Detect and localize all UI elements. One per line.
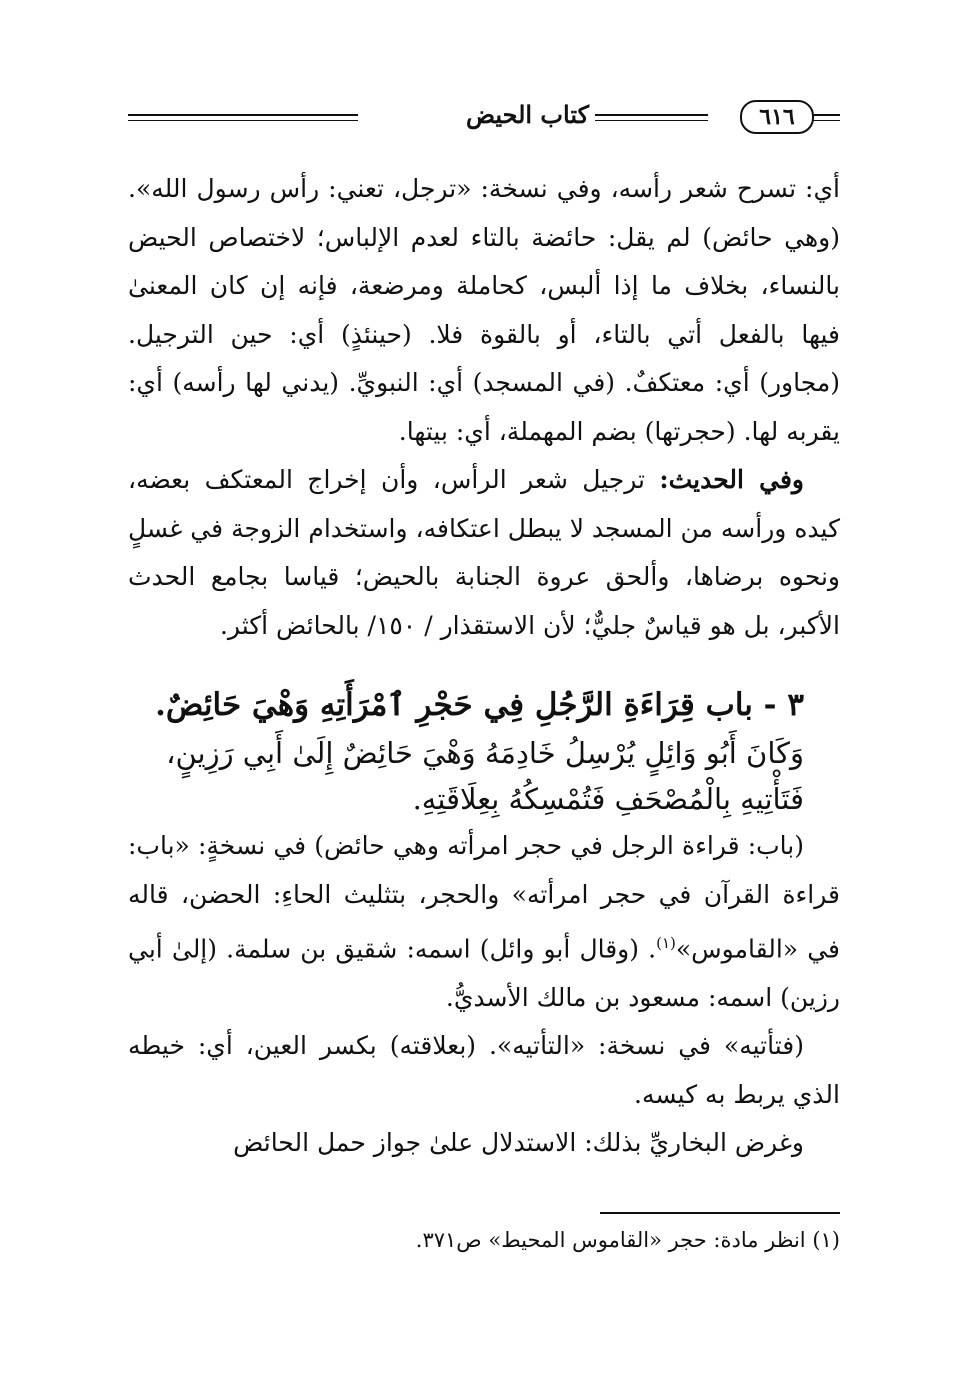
chapter-title: ٣ - باب قِرَاءَةِ الرَّجُلِ فِي حَجْرِ ٱمْرَأَتِهِ وَهْيَ حَائِضٌ. — [155, 687, 804, 723]
hadith-lead: وفي الحديث: — [659, 465, 804, 494]
footnote-separator — [600, 1212, 840, 1214]
chapter-section — [128, 680, 840, 822]
commentary-text-cont: . (وقال أبو وائل) اسمه: شقيق بن سلمة. (إلىٰ أبي رزين) اسمه: مسعود بن مالك الأسديُّ. — [128, 934, 840, 1012]
commentary-paragraph-3: وغرض البخاريِّ بذلك: الاستدلال علىٰ جواز حمل الحائض — [233, 1128, 804, 1158]
commentary-paragraph-2: (فتأتيه» في نسخة: «التأتيه». (بعلاقته) بكسر العين، أي: خيطه الذي يربط به كيسه. — [128, 1031, 840, 1109]
page-body — [128, 165, 840, 1168]
commentary-paragraph: أي: تسرح شعر رأسه، وفي نسخة: «ترجل، تعني: رأس رسول الله». (وهي حائض) لم يقل: حائضة بالتاء لعدم الإلباس؛ لاختصاص الحيض بالنساء، بخلاف ما إذا ألبس، كحاملة ومرضعة، فإنه إن كان المعنىٰ فيها بالفعل أتي بالتاء، أو بالقوة فلا. (حينئذٍ) أي: حين الترجيل. (مجاور) أي: معتكفٌ. (في المسجد) أي: النبويِّ. (يدني لها رأسه) أي: يقربه لها. (حجرتها) بضم المهملة، أي: بيتها. — [128, 174, 840, 446]
header-rule-left — [128, 114, 358, 116]
footnote-ref: (١) — [656, 934, 676, 952]
commentary-text: (باب: قراءة الرجل في حجر امرأته وهي حائض) في نسخةٍ: «باب: قراءة القرآن في حجر امرأته» والحجر، بتثليث الحاءِ: الحضن، قاله في «القاموس» — [128, 831, 841, 964]
footnote: (١) انظر مادة: حجر «القاموس المحيط» ص٣٧١. — [415, 1228, 840, 1252]
page-number: ٦١٦ — [740, 100, 814, 134]
hadith-text: ترجيل شعر الرأس، وأن إخراج المعتكف بعضه، كيده ورأسه من المسجد لا يبطل اعتكافه، واستخدام الزوجة في غسلٍ ونحوه برضاها، وألحق عروة الجنابة بالحيض؛ قياسا بجامع الحدث الأكبر، بل هو قياسٌ جليٌّ؛ لأن الاستقذار / ١٥٠/ بالحائض أكثر. — [128, 465, 840, 640]
commentary-paragraph-chapter — [128, 822, 840, 1022]
hadith-benefits-paragraph — [128, 456, 840, 650]
page-header — [128, 92, 840, 144]
running-title: كتاب الحيض — [460, 98, 595, 132]
chapter-text: وَكَانَ أَبُو وَائِلٍ يُرْسِلُ خَادِمَهُ وَهْيَ حَائِضٌ إِلَىٰ أَبِي رَزِينٍ، فَتَأْتِيهِ بِالْمُصْحَفِ فَتُمْسِكُهُ بِعِلَاقَتِهِ. — [166, 736, 804, 816]
header-rule-left-lower — [128, 120, 358, 121]
